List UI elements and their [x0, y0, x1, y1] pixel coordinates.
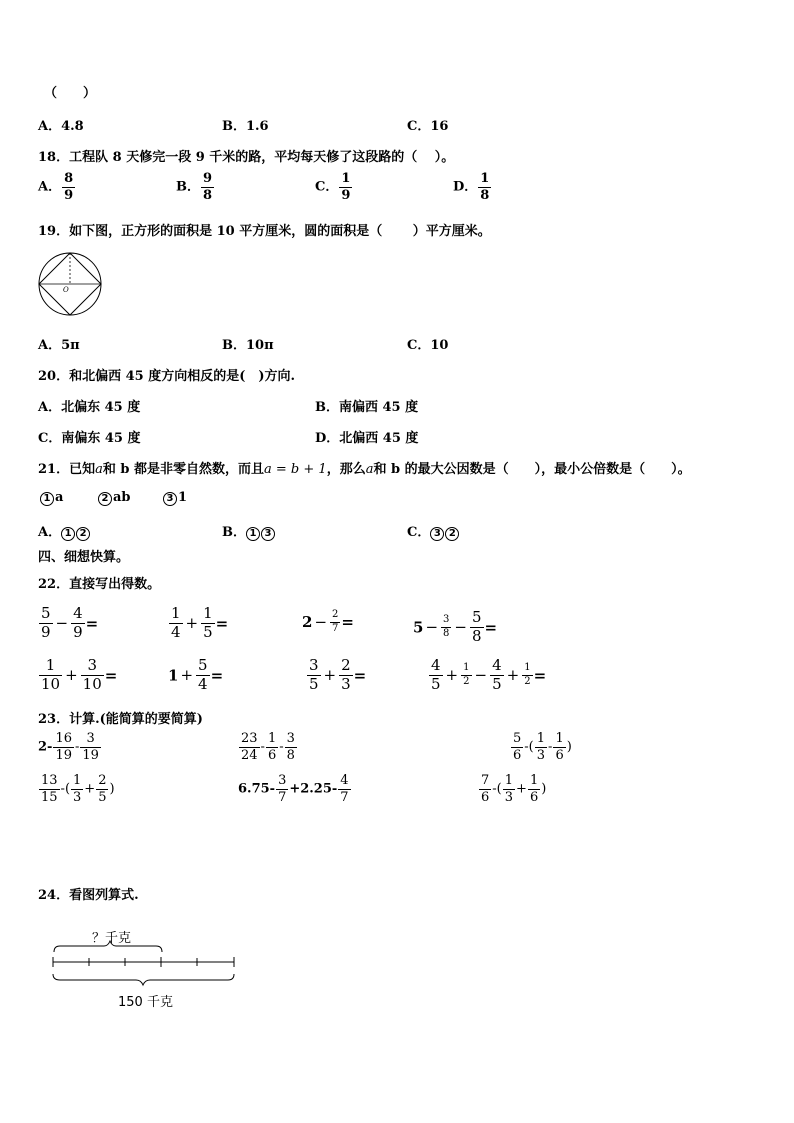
q21-choice-3: 3 1 — [163, 490, 187, 506]
q24-stem: 24．看图列算式. — [38, 888, 139, 903]
q23-expr-1: 2- $\frac{16}{19}$ - $\frac{3}{19}$ — [38, 731, 99, 763]
q17-option-a: A．4.8 — [38, 119, 84, 134]
q21-stem: 21．已知a和 b 都是非零自然数，而且a = b + 1，那么a和 b 的最大公因数是（ ），最小公倍数是（ ）。 — [38, 462, 691, 477]
q19-stem: 19．如下图，正方形的面积是 10 平方厘米，圆的面积是（ ）平方厘米。 — [38, 224, 491, 239]
q17-paren: （ ） — [44, 86, 97, 101]
q22-expr-6: 1 + $\frac{5}{4}$ = — [168, 656, 224, 693]
q17-option-b: B．1.6 — [222, 119, 269, 134]
q23-expr-5: 6.75- $\frac{3}{7}$ +2.25- $\frac{4}{7}$ — [238, 773, 349, 805]
q20-option-b: B．南偏西 45 度 — [315, 400, 419, 415]
center-label: O — [63, 286, 69, 294]
q22-expr-4: 5 − $\frac{3}{8}$ − $\frac{5}{8}$ = — [413, 608, 498, 645]
q22-expr-8: $\frac{4}{5}$ + $\frac{1}{2}$ − $\frac{4}{5}$ + $\frac{1}{2}$ = — [431, 656, 547, 693]
section-title: 四、细想快算。 — [38, 550, 130, 565]
q21-option-a: A． 1 2 — [38, 521, 91, 541]
q23-expr-2: $\frac{23}{24}$ - $\frac{1}{6}$ - $\frac{3}{8}$ — [241, 731, 295, 763]
q22-expr-7: $\frac{3}{5}$ + $\frac{2}{3}$ = — [309, 656, 367, 693]
diagram-bottom-label: 150 千克 — [118, 995, 173, 1010]
q22-expr-3: 2 − $\frac{2}{7}$ = — [302, 609, 354, 634]
q18-option-d: D． $\frac{1}{8}$ — [453, 171, 490, 203]
q21-option-b: B． 1 3 — [222, 521, 276, 541]
bar-diagram — [48, 940, 242, 992]
diagram-top-label: ？千克 — [92, 931, 132, 946]
q22-expr-1: $\frac{5}{9}$ − $\frac{4}{9}$ = — [41, 604, 99, 641]
q21-option-c: C． 3 2 — [407, 521, 460, 541]
q17-option-c: C．16 — [407, 119, 449, 134]
q21-choice-2: 2 ab — [98, 490, 131, 506]
q18-option-b: B． $\frac{9}{8}$ — [176, 171, 213, 203]
q23-expr-6: $\frac{7}{6}$ -( $\frac{1}{3}$ + $\frac{1}{6}$ ) — [481, 773, 547, 805]
q18-stem: 18．工程队 8 天修完一段 9 千米的路，平均每天修了这段路的（ ）。 — [38, 150, 455, 165]
q22-expr-5: $\frac{1}{10}$ + $\frac{3}{10}$ = — [41, 656, 118, 693]
q20-option-a: A．北偏东 45 度 — [38, 400, 141, 415]
q23-expr-4: $\frac{13}{15}$ -( $\frac{1}{3}$ + $\frac{2}{5}$ ) — [41, 773, 115, 805]
q23-stem: 23．计算.(能简算的要简算) — [38, 712, 203, 727]
q18-option-c: C． $\frac{1}{9}$ — [315, 171, 351, 203]
circle-square-figure — [36, 250, 104, 318]
q22-stem: 22．直接写出得数。 — [38, 577, 161, 592]
q20-option-c: C．南偏东 45 度 — [38, 431, 141, 446]
q19-option-c: C．10 — [407, 338, 449, 353]
q22-expr-2: $\frac{1}{4}$ + $\frac{1}{5}$ = — [171, 604, 229, 641]
q20-option-d: D．北偏西 45 度 — [315, 431, 419, 446]
q20-stem: 20．和北偏西 45 度方向相反的是( )方向. — [38, 369, 296, 384]
q18-option-a: A． $\frac{8}{9}$ — [38, 171, 74, 203]
q19-option-a: A．5π — [38, 338, 80, 353]
q19-option-b: B．10π — [222, 338, 274, 353]
q23-expr-3: $\frac{5}{6}$ -( $\frac{1}{3}$ - $\frac{1}{6}$ ) — [513, 731, 572, 763]
q21-choice-1: 1 a — [40, 490, 63, 506]
